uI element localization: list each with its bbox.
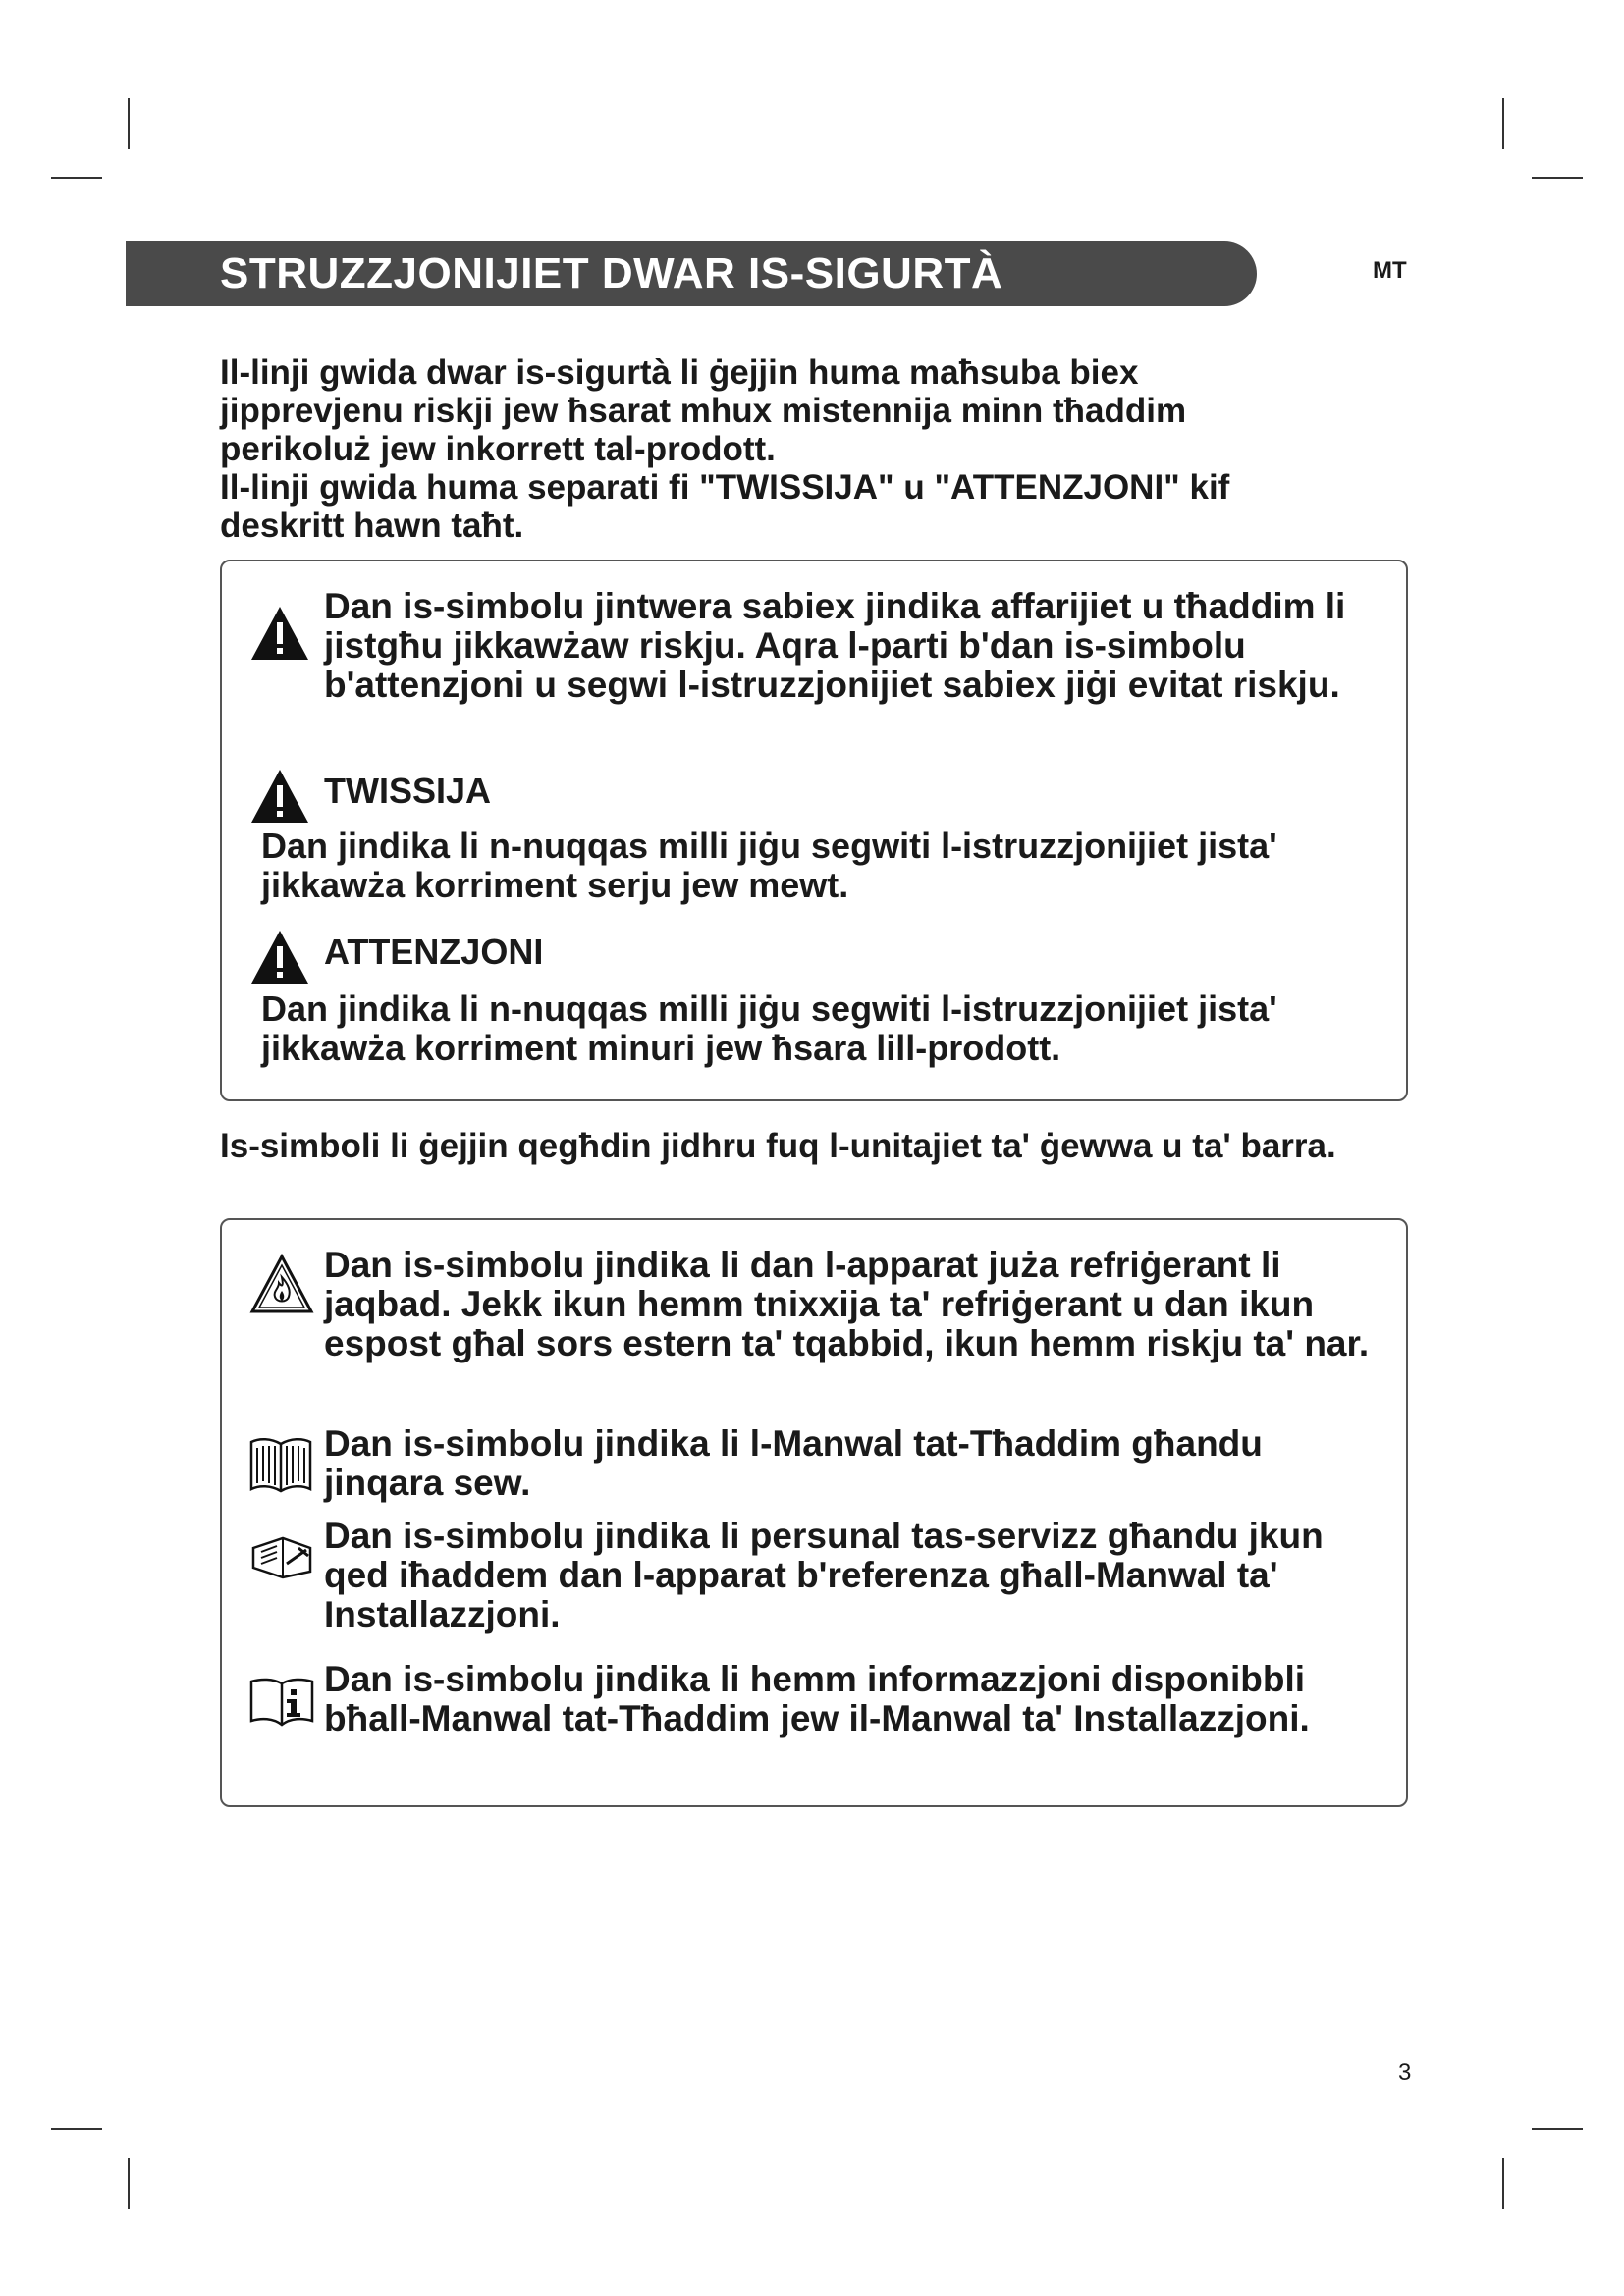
page-number: 3	[1398, 2059, 1412, 2086]
crop-mark	[1502, 98, 1504, 149]
info-book-icon	[247, 1676, 316, 1727]
caution-text: Dan jindika li n-nuqqas milli jiġu segwiti l-istruzzjonijiet jista' jikkawża korriment minuri jew ħsara lill-prodott.	[261, 988, 1277, 1068]
information-available-text: Dan is-simbolu jindika li hemm informazzjoni disponibbli bħall-Manwal tat-Tħaddim jew il-Manwal ta' Installazzjoni.	[324, 1659, 1310, 1738]
crop-mark	[1532, 177, 1583, 179]
crop-mark	[128, 2158, 130, 2209]
safety-symbols-box	[220, 560, 1408, 1101]
crop-mark	[1502, 2158, 1504, 2209]
intro-paragraph-2: Il-linji gwida huma separati fi "TWISSIJA" u "ATTENZJONI" kif deskritt hawn taħt.	[220, 468, 1230, 545]
manual-book-icon	[247, 1434, 314, 1495]
operation-manual-text: Dan is-simbolu jindika li l-Manwal tat-Tħaddim għandu jinqara sew.	[324, 1423, 1263, 1503]
warning-triangle-icon	[249, 605, 310, 662]
unit-symbols-box	[220, 1218, 1408, 1807]
symbols-location-text: Is-simboli li ġejjin qegħdin jidhru fuq l-unitajiet ta' ġewwa u ta' barra.	[220, 1127, 1336, 1165]
service-manual-icon	[247, 1530, 316, 1579]
intro-text	[220, 353, 1329, 545]
flammable-refrigerant-text: Dan is-simbolu jindika li dan l-apparat juża refriġerant li jaqbad. Jekk ikun hemm tnixxija ta' refriġerant u dan ikun espost għal sors estern ta' tqabbid, ikun hemm riskju ta' nar.	[324, 1245, 1370, 1363]
language-code: MT	[1373, 257, 1407, 284]
crop-mark	[128, 98, 130, 149]
caution-label: ATTENZJONI	[324, 932, 544, 972]
caution-triangle-icon	[249, 929, 310, 986]
crop-mark	[1532, 2128, 1583, 2130]
crop-mark	[51, 2128, 102, 2130]
flammable-warning-icon	[249, 1254, 314, 1314]
crop-mark	[51, 177, 102, 179]
warning-text: Dan jindika li n-nuqqas milli jiġu segwiti l-istruzzjonijiet jista' jikkawża korriment serju jew mewt.	[261, 826, 1277, 905]
symbol-explanation-text: Dan is-simbolu jintwera sabiex jindika affarijiet u tħaddim li jistgħu jikkawżaw riskju. Aqra l-parti b'dan is-simbolu b'attenzjoni u segwi l-istruzzjonijiet sabiex jiġi evitat riskju.	[324, 586, 1346, 705]
intro-paragraph-1: Il-linji gwida dwar is-sigurtà li ġejjin huma maħsuba biex jipprevjenu riskji jew ħsarat mhux mistennija minn tħaddim perikoluż jew inkorrett tal-prodott.	[220, 353, 1187, 468]
section-title-banner: STRUZZJONIJIET DWAR IS-SIGURTÀ	[126, 241, 1257, 306]
service-personnel-text: Dan is-simbolu jindika li persunal tas-servizz għandu jkun qed iħaddem dan l-apparat b'referenza għall-Manwal ta' Installazzjoni.	[324, 1516, 1324, 1634]
warning-label: TWISSIJA	[324, 771, 492, 811]
warning-triangle-icon	[249, 768, 310, 825]
